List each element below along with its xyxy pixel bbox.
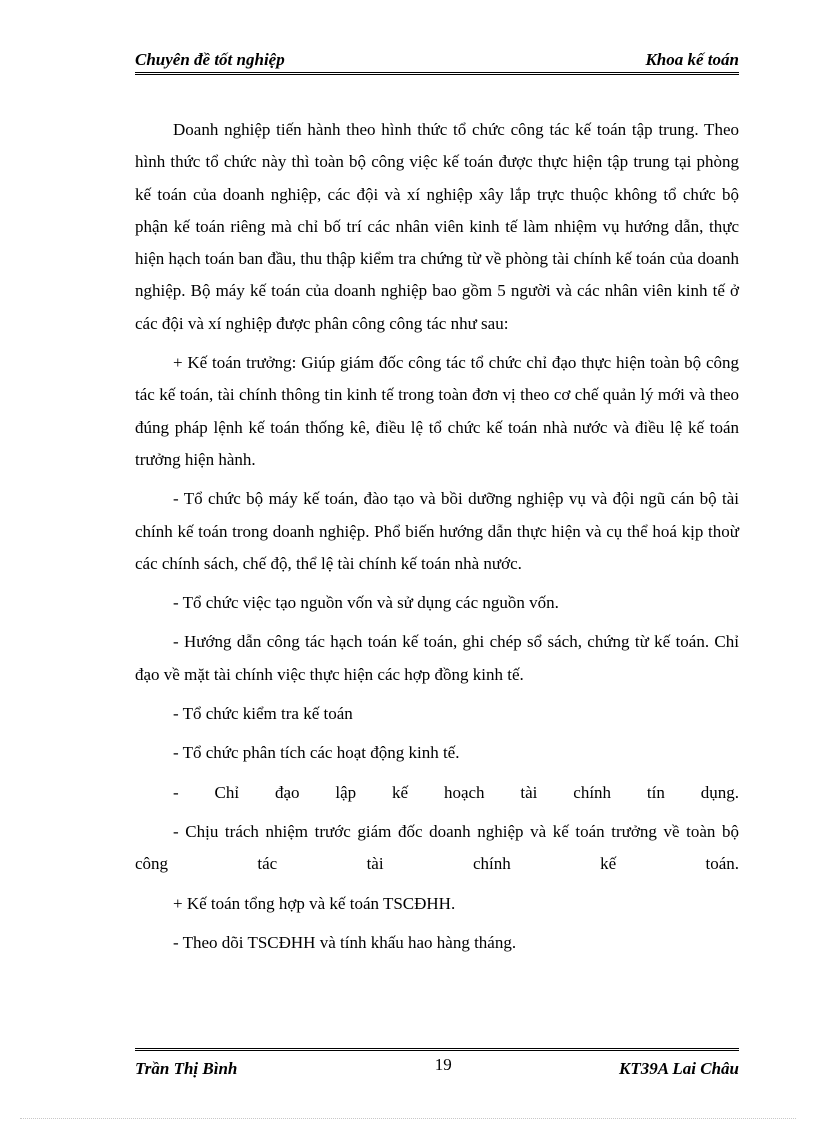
header-thesis-title: Chuyên đề tốt nghiệp: [135, 50, 285, 69]
page-footer: [135, 1048, 739, 1079]
footer-class: KT39A Lai Châu: [619, 1059, 739, 1078]
page-edge-divider: [20, 1118, 796, 1119]
paragraph-general-accountant: + Kế toán tổng hợp và kế toán TSCĐHH.: [173, 893, 456, 913]
paragraph-organize-apparatus: - Tổ chức bộ máy kế toán, đào tạo và bồi dưỡng nghiệp vụ và đội ngũ cán bộ tài chính kế toán trong doanh nghiệp. Phổ biến hướng dẫn thực hiện và cụ thể hoá kịp thoừ các chính sách, chế độ, thể lệ tài chính kế toán nhà nước.: [135, 489, 739, 573]
paragraph-credit-planning: - Chỉ đạo lập kế hoạch tài chính tín dụng.: [173, 782, 739, 802]
page-header: [135, 46, 739, 75]
paragraph-capital-sources: - Tổ chức việc tạo nguồn vốn và sử dụng các nguồn vốn.: [173, 593, 559, 613]
paragraph-depreciation: - Theo dõi TSCĐHH và tính khấu hao hàng tháng.: [173, 932, 517, 952]
paragraph-intro: Doanh nghiệp tiến hành theo hình thức tổ chức công tác kế toán tập trung. Theo hình thức tổ chức này thì toàn bộ công việc kế toán được thực hiện tập trung tại phòng kế toán của doanh nghiệp, các đội và xí nghiệp xây lắp trực thuộc không tổ chức bộ phận kế toán riêng mà chỉ bố trí các nhân viên kinh tế làm nhiệm vụ hướng dẫn, thực hiện hạch toán ban đầu, thu thập kiểm tra chứng từ về phòng tài chính kế toán của doanh nghiệp. Bộ máy kế toán của doanh nghiệp bao gồm 5 người và các nhân viên kinh tế ở các đội và xí nghiệp được phân công công tác như sau:: [135, 120, 739, 333]
paragraph-economic-analysis: - Tổ chức phân tích các hoạt động kinh tế.: [173, 743, 460, 763]
page-number: 19: [434, 1055, 452, 1074]
paragraph-responsibility: - Chịu trách nhiệm trước giám đốc doanh nghiệp và kế toán trưởng về toàn bộ công tác tài chính kế toán.: [135, 821, 739, 874]
footer-author: Trần Thị Bình: [135, 1059, 238, 1078]
body-text: [135, 114, 739, 966]
paragraph-chief-accountant: + Kế toán trưởng: Giúp giám đốc công tác tổ chức chỉ đạo thực hiện toàn bộ công tác kế toán, tài chính thông tin kinh tế trong toàn đơn vị theo cơ chế quản lý mới và theo đúng pháp lệnh kế toán thống kê, điều lệ tổ chức kế toán nhà nước và điều lệ kế toán trưởng hiện hành.: [135, 353, 739, 469]
header-department: Khoa kế toán: [645, 50, 739, 69]
paragraph-accounting-audit: - Tổ chức kiểm tra kế toán: [173, 704, 353, 724]
paragraph-accounting-guidance: - Hướng dẫn công tác hạch toán kế toán, ghi chép sổ sách, chứng từ kế toán. Chỉ đạo về mặt tài chính việc thực hiện các hợp đồng kinh tế.: [135, 632, 739, 684]
